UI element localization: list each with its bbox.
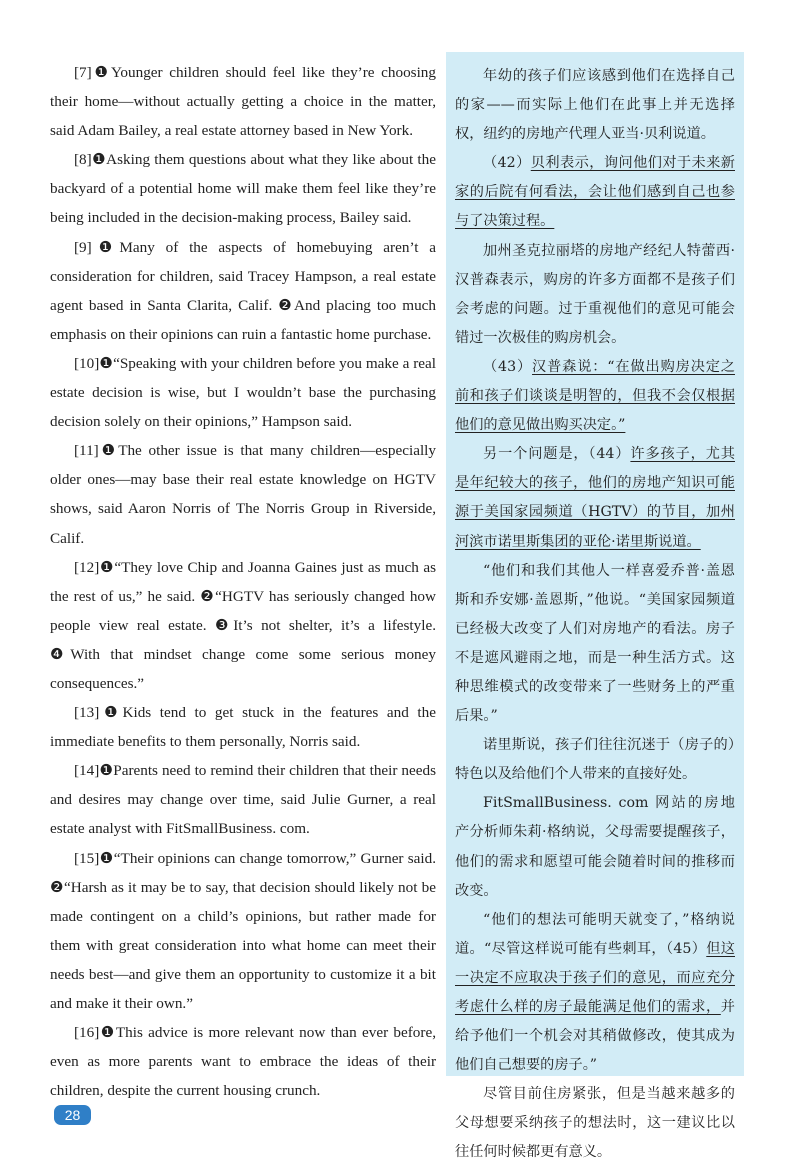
translation-paragraph-7: 诺里斯说，孩子们往往沉迷于（房子的）特色以及给他们个人带来的直接好处。 [455,737,735,783]
question-number-42: （42） [483,155,531,172]
paragraph-16: [16]❶This advice is more relevant now than ever before, even as more parents want to embrace the ideas of their children, despite the current housing crunch. [50,1024,436,1100]
paragraph-15: [15]❶“Their opinions can change tomorrow,” Gurner said. ❷“Harsh as it may be to say, that decision should likely not be made contingent on a child’s opinions, but rather made for them with great consideration into what home can meet their needs best—and give them an opportunity to customize it a bit and make it their own.” [50,849,436,1012]
translation-paragraph-6: “他们和我们其他人一样喜爱乔普·盖恩斯和乔安娜·盖恩斯，”他说。“美国家园频道已经极大改变了人们对房地产的看法。房子不是遮风避雨之地，而是一种生活方式。这种思维模式的改变带来了一些财务上的严重后果。” [455,562,735,725]
translation-text: 并给予他们一个机会对其稍做修改，使其成为他们自己想要的房子。” [455,999,735,1074]
english-column [50,58,436,1105]
page-number-badge: 28 [54,1105,91,1125]
translation-paragraph-3: 加州圣克拉丽塔的房地产经纪人特蕾西·汉普森表示，购房的许多方面都不是孩子们会考虑的问题。过于重视他们的意见可能会错过一次极佳的购房机会。 [455,242,735,346]
paragraph-12: [12]❶“They love Chip and Joanna Gaines just as much as the rest of us,” he said. ❷“HGTV has seriously changed how people view real estate. ❸It’s not shelter, it’s a lifestyle. ❹With that mindset change come some serious money consequences.” [50,558,436,692]
paragraph-14: [14]❶Parents need to remind their children that their needs and desires may change over time, said Julie Gurner, a real estate analyst with FitSmallBusiness. com. [50,762,436,838]
translation-paragraph-8: FitSmallBusiness. com 网站的房地产分析师朱莉·格纳说，父母需要提醒孩子，他们的需求和愿望可能会随着时间的推移而改变。 [455,795,735,899]
translation-paragraph-4 [455,353,735,440]
paragraph-7: [7]❶Younger children should feel like they’re choosing their home—without actually getting a choice in the matter, said Adam Bailey, a real estate attorney based in New York. [50,64,436,140]
translation-paragraph-5 [455,440,735,556]
paragraph-11: [11]❶The other issue is that many children—especially older ones—may base their real estate knowledge on HGTV shows, said Aaron Norris of The Norris Group in Riverside, Calif. [50,442,436,547]
translation-text: “他们的想法可能明天就变了，”格纳说道。“尽管这样说可能有些刺耳，（45） [455,911,735,957]
chinese-translation-panel [446,52,744,1161]
paragraph-10: [10]❶“Speaking with your children before you make a real estate decision is wise, but I wouldn’t base the purchasing decision solely on their opinions,” Hampson said. [50,354,436,431]
underlined-translation-44: 许多孩子，尤其是年纪较大的孩子，他们的房地产知识可能源于美国家园频道（HGTV）的节目，加州河滨市诺里斯集团的亚伦·诺里斯说道。 [455,446,735,550]
translation-paragraph-1: 年幼的孩子们应该感到他们在选择自己的家——而实际上他们在此事上并无选择权，纽约的房地产代理人亚当·贝利说道。 [455,68,735,143]
underlined-translation-43: 汉普森说：“在做出购房决定之前和孩子们谈谈是明智的，但我不会仅根据他们的意见做出购买决定。” [455,358,735,434]
paragraph-9: [9]❶Many of the aspects of homebuying aren’t a consideration for children, said Tracey Hampson, a real estate agent based in Santa Clarita, Calif. ❷And placing too much emphasis on their opinions can ruin a fantastic home purchase. [50,238,436,343]
translation-paragraph-2 [455,149,735,236]
underlined-translation-45: 但这一决定不应取决于孩子们的意见，而应充分考虑什么样的房子最能满足他们的需求， [455,940,735,1015]
underlined-translation-42: 贝利表示，询问他们对于未来新家的后院有何看法，会让他们感到自己也参与了决策过程。 [455,155,735,230]
translation-text: 另一个问题是，（44） [483,446,631,463]
question-number-43: （43） [483,358,533,375]
translation-paragraph-9 [455,906,735,1081]
paragraph-8: [8]❶Asking them questions about what they like about the backyard of a potential home will make them feel like they’re being included in the decision-making process, Bailey said. [50,151,436,227]
translation-paragraph-10: 尽管目前住房紧张，但是当越来越多的父母想要采纳孩子的想法时，这一建议比以往任何时候都更有意义。 [455,1086,735,1161]
paragraph-13: [13]❶Kids tend to get stuck in the features and the immediate benefits to them personally, Norris said. [50,704,436,751]
